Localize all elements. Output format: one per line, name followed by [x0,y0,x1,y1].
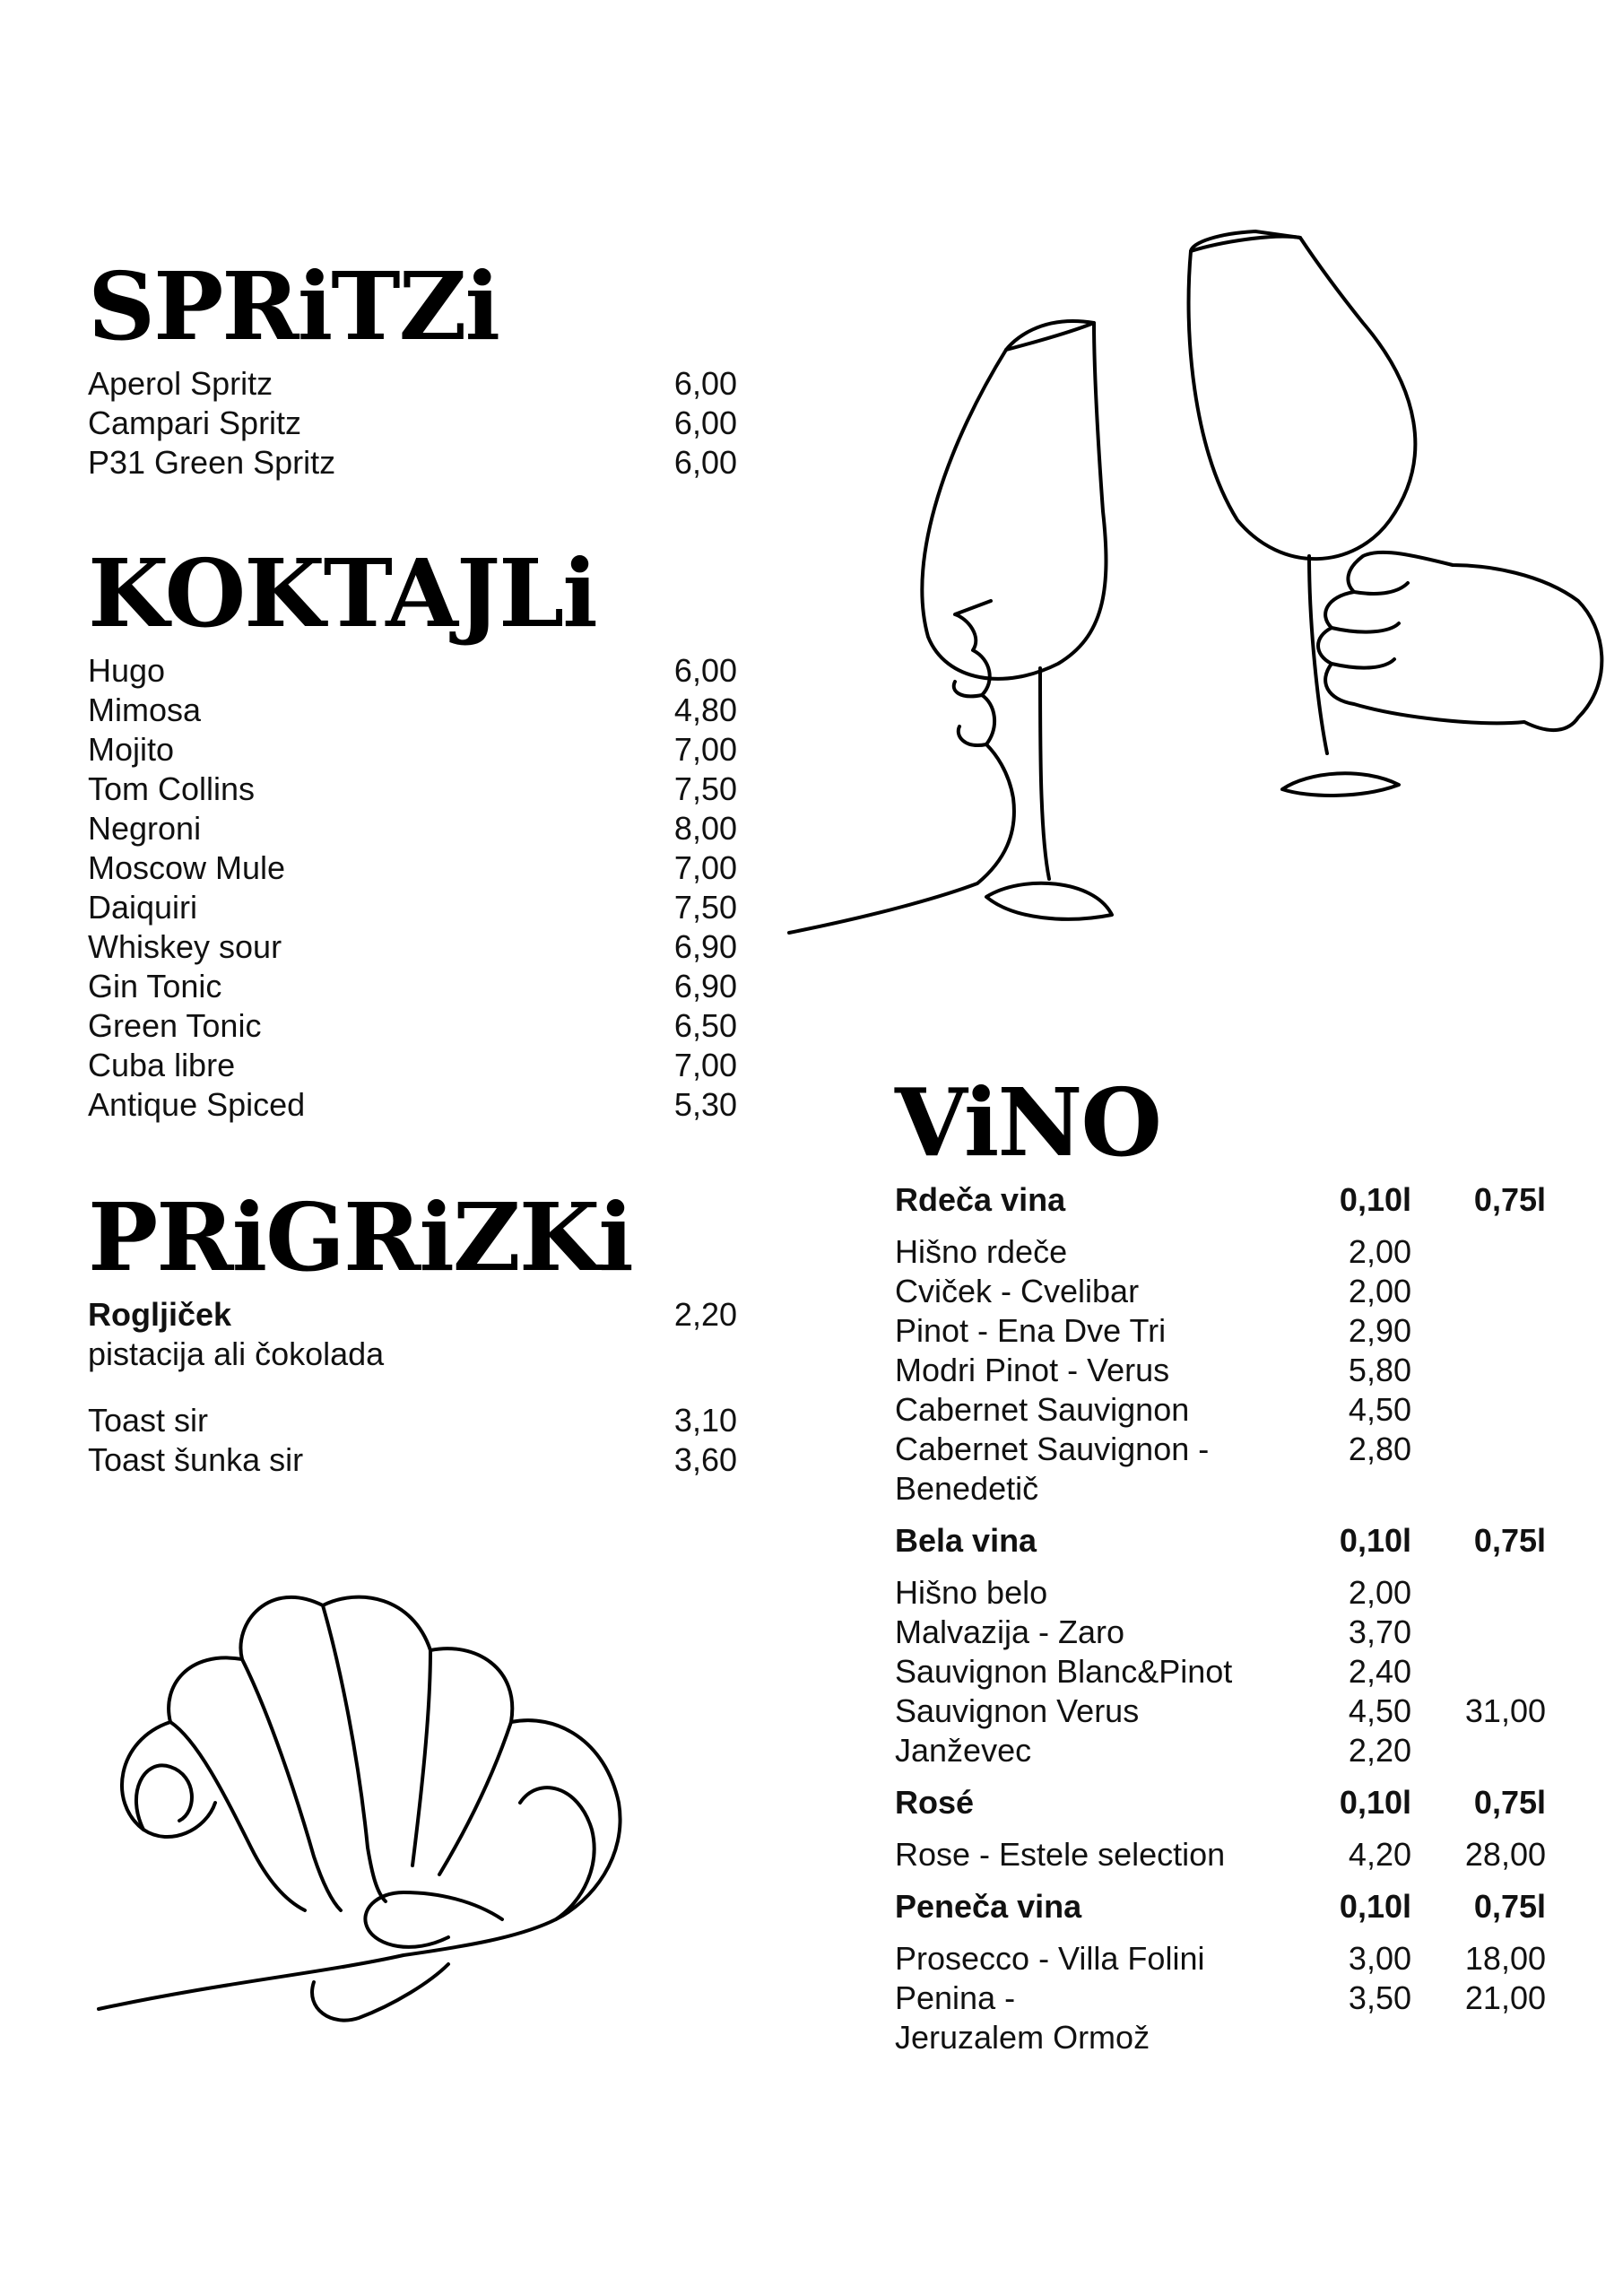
wine-name-line2: Benedetič [895,1470,1039,1507]
item-price: 3,60 [673,1441,737,1478]
wine-row [895,1939,1549,1979]
item-name: Toast sir [88,1402,209,1439]
col-bottle: 0,75l [1473,1181,1546,1218]
right-glass-stem [1309,556,1327,753]
croissant-tip [312,1964,448,2021]
menu-item [88,927,737,967]
croissant-outline [99,1597,621,2009]
spacer [895,1509,1549,1521]
menu-item [88,730,737,770]
spacer [895,1770,1549,1783]
menu-item [88,848,737,888]
col-bottle: 0,75l [1473,1522,1546,1559]
wine-price-glass: 5,80 [1348,1352,1411,1388]
item-name: Daiquiri [88,889,198,926]
wine-row [895,1573,1549,1613]
item-name: Mojito [88,731,175,768]
col-bottle: 0,75l [1473,1888,1546,1925]
wine-name: Pinot - Ena Dve Tri [895,1312,1167,1349]
spacer [88,1374,737,1401]
wine-row [895,1731,1549,1770]
wine-price-glass: 3,50 [1348,1979,1411,2016]
item-name: Cuba libre [88,1047,236,1083]
wine-price-glass: 2,40 [1348,1653,1411,1690]
menu-item [88,770,737,809]
item-name: Aperol Spritz [88,365,273,402]
menu-item [88,1295,737,1335]
item-price: 6,90 [673,928,737,965]
item-price: 7,50 [673,889,737,926]
wine-row [895,1351,1549,1390]
wine-price-glass: 3,00 [1348,1940,1411,1977]
item-note [88,1335,737,1374]
menu-item [88,1006,737,1046]
col-bottle: 0,75l [1473,1784,1546,1821]
croissant-curl [136,1765,192,1830]
item-price: 4,80 [673,691,737,728]
item-price: 6,90 [673,968,737,1004]
col-glass: 0,10l [1339,1522,1411,1559]
wine-name: Sauvignon Verus [895,1692,1140,1729]
wine-list [895,1180,1549,2057]
wine-row [895,1232,1549,1272]
right-hand-finger [1332,659,1394,668]
wine-price-glass: 4,50 [1348,1391,1411,1428]
wine-row [895,1613,1549,1652]
left-glass-foot [986,883,1112,919]
croissant-fold [412,1650,430,1866]
wine-price-glass: 2,80 [1348,1431,1411,1467]
right-glass-foot [1282,773,1399,796]
vino-heading: ViNO [895,1067,1161,1178]
wine-name: Modri Pinot - Verus [895,1352,1170,1388]
item-name: Antique Spiced [88,1086,306,1123]
wine-name: Malvazija - Zaro [895,1613,1125,1650]
menu-item [88,1440,737,1480]
item-name: Campari Spritz [88,404,302,441]
croissant-fold [323,1605,386,1901]
wine-section-header [895,1783,1549,1822]
wine-row [895,1835,1549,1874]
menu-item [88,967,737,1006]
prigrizki-list [88,1295,737,1480]
col-glass: 0,10l [1339,1181,1411,1218]
item-name: Hugo [88,652,166,689]
menu-item [88,364,737,404]
left-hand-finger [959,726,986,745]
wine-price-glass: 2,00 [1348,1574,1411,1611]
item-price: 5,30 [673,1086,737,1123]
spritzi-list [88,364,737,483]
wine-row [895,1311,1549,1351]
item-name: Negroni [88,810,202,847]
col-glass: 0,10l [1339,1784,1411,1821]
koktajli-heading: KOKTAJLi [88,538,596,648]
item-name: Green Tonic [88,1007,262,1044]
wine-price-glass: 2,00 [1348,1273,1411,1309]
wine-price-bottle: 21,00 [1464,1979,1546,2016]
item-price: 3,10 [673,1402,737,1439]
menu-item [88,651,737,691]
item-note-text: pistacija ali čokolada [88,1335,385,1372]
item-price: 7,00 [673,849,737,886]
menu-item [88,1046,737,1085]
item-price: 6,00 [673,365,737,402]
wine-name [895,1979,1304,2057]
wine-name: Janževec [895,1732,1032,1769]
item-name: Whiskey sour [88,928,282,965]
left-glass-bowl [922,321,1106,679]
left-hand [789,601,1014,933]
wine-row [895,1652,1549,1692]
item-name: Tom Collins [88,770,256,807]
wine-section-title: Rdeča vina [895,1181,1066,1218]
right-glass-bowl [1189,231,1416,559]
wine-section-title: Rosé [895,1784,975,1821]
col-glass: 0,10l [1339,1888,1411,1925]
item-name: Rogljiček [88,1296,232,1333]
menu-item [88,443,737,483]
item-price: 6,00 [673,444,737,481]
menu-item [88,888,737,927]
croissant-fold [439,1722,511,1874]
spritzi-heading: SPRiTZi [88,251,499,361]
wine-section-header [895,1887,1549,1926]
spacer [895,1874,1549,1887]
right-hand-finger [1354,583,1408,594]
wine-price-glass: 4,20 [1348,1836,1411,1873]
item-price: 2,20 [673,1296,737,1333]
right-hand-finger [1332,623,1399,632]
wine-row [895,1692,1549,1731]
menu-item [88,404,737,443]
wine-name: Sauvignon Blanc&Pinot [895,1653,1233,1690]
wine-name: Cabernet Sauvignon [895,1391,1190,1428]
croissant-fold [242,1659,341,1910]
item-price: 6,00 [673,404,737,441]
left-hand-finger [954,682,982,696]
wine-row [895,1390,1549,1430]
menu-item [88,1401,737,1440]
right-hand [1318,552,1601,730]
wine-row [895,1430,1549,1509]
wine-price-bottle: 28,00 [1464,1836,1546,1873]
item-price: 7,00 [673,1047,737,1083]
wine-price-glass: 2,00 [1348,1233,1411,1270]
wine-price-bottle: 18,00 [1464,1940,1546,1977]
croissant-fold [170,1722,305,1910]
koktajli-list [88,651,737,1125]
wine-name-line1: Cabernet Sauvignon - [895,1431,1210,1467]
menu-item [88,691,737,730]
wine-price-bottle: 31,00 [1464,1692,1546,1729]
item-name: Mimosa [88,691,202,728]
wine-price-glass: 4,50 [1348,1692,1411,1729]
wine-name-line1: Penina - [895,1979,1016,2016]
wine-name: Rose - Estele selection [895,1836,1226,1873]
wine-price-glass: 3,70 [1348,1613,1411,1650]
wine-row [895,1272,1549,1311]
wine-name: Prosecco - Villa Folini [895,1940,1205,1977]
item-name: Gin Tonic [88,968,222,1004]
wine-row [895,1979,1549,2057]
wine-price-glass: 2,20 [1348,1732,1411,1769]
item-price: 6,50 [673,1007,737,1044]
item-price: 8,00 [673,810,737,847]
wine-name: Hišno belo [895,1574,1048,1611]
croissant-illustration [90,1561,735,2045]
item-name: Moscow Mule [88,849,286,886]
wine-section-title: Peneča vina [895,1888,1082,1925]
wine-name: Hišno rdeče [895,1233,1068,1270]
wine-section-header [895,1521,1549,1561]
menu-item [88,1085,737,1125]
item-price: 7,00 [673,731,737,768]
prigrizki-heading: PRiGRiZKi [88,1182,632,1292]
wine-name-line2: Jeruzalem Ormož [895,2019,1150,2056]
item-price: 6,00 [673,652,737,689]
wine-name: Cviček - Cvelibar [895,1273,1140,1309]
wine-glasses-illustration [771,215,1623,969]
item-price: 7,50 [673,770,737,807]
wine-section-header [895,1180,1549,1220]
left-glass-stem [1040,668,1049,879]
item-name: Toast šunka sir [88,1441,304,1478]
wine-name [895,1430,1304,1509]
item-name: P31 Green Spritz [88,444,336,481]
menu-item [88,809,737,848]
wine-section-title: Bela vina [895,1522,1037,1559]
wine-price-glass: 2,90 [1348,1312,1411,1349]
